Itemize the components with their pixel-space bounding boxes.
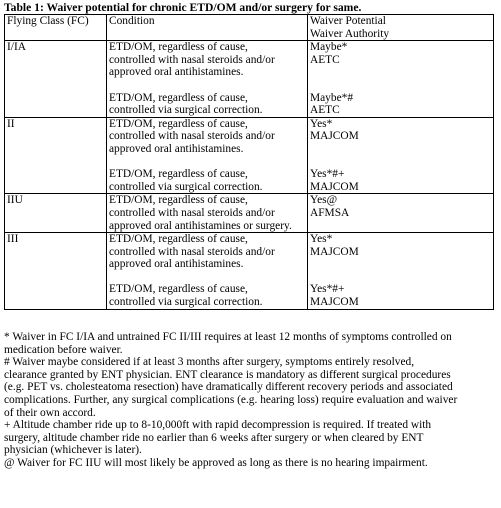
footnote-asterisk: * Waiver in FC I/IA and untrained FC II/III requires at least 12 months of symptoms controlled on medication before waiver. [4,331,452,356]
flying-class-cell: II [5,117,107,194]
condition-cell [107,194,308,233]
authority-text: Yes@ AFMSA [310,194,350,219]
condition-text: ETD/OM, regardless of cause, controlled with nasal steroids and/or approved oral antihistamines. [109,233,275,271]
footnote-hash: # Waiver maybe considered if at least 3 months after surgery, symptoms entirely resolved, clearance granted by ENT physician. ENT clearance is mandatory as different surgical procedures (e.g. PET vs. cholesteatoma resection) have dramatically different recovery periods and associated complications. Further, any surgical complications (e.g. hearing loss) require evaluation and waiver of their own accord. [4,356,458,419]
condition-text: ETD/OM, regardless of cause, controlled via surgical correction. [109,283,263,309]
footnote-at: @ Waiver for FC IIU will most likely be approved as long as there is no hearing impairment. [4,456,428,469]
condition-text: ETD/OM, regardless of cause, controlled with nasal steroids and/or approved oral antihistamines or surgery. [109,194,292,232]
authority-cell [308,194,494,233]
authority-text: Yes*#+ MAJCOM [310,168,359,193]
condition-text: ETD/OM, regardless of cause, controlled with nasal steroids and/or approved oral antihistamines. [109,117,275,155]
table-row [5,117,494,194]
authority-cell [308,233,494,310]
table-row [5,233,494,310]
condition-cell [107,233,308,310]
condition-text: ETD/OM, regardless of cause, controlled via surgical correction. [109,168,263,193]
authority-text: Maybe* AETC [310,41,348,66]
condition-text: ETD/OM, regardless of cause, controlled via surgical correction. [109,91,263,117]
flying-class-cell: I/IA [5,41,107,118]
authority-text: Yes* MAJCOM [310,117,359,143]
flying-class-cell: III [5,233,107,310]
flying-class-cell: IIU [5,194,107,233]
authority-text: Yes* MAJCOM [310,233,359,258]
header-row [5,15,494,41]
authority-cell [308,41,494,118]
footnote-plus: + Altitude chamber ride up to 8-10,000ft with rapid decompression is required. If treated with surgery, altitude chamber ride no earlier than 6 weeks after surgery or when cleared by ENT physician (whichever is later). [4,419,432,457]
header-flying-class: Flying Class (FC) [5,15,107,41]
condition-cell [107,41,308,118]
table-caption: Table 1: Waiver potential for chronic ETD/OM and/or surgery for same. [4,1,362,14]
header-waiver-authority: Waiver Potential Waiver Authority [308,15,494,41]
table-row [5,41,494,118]
table-row [5,194,494,233]
condition-cell [107,117,308,194]
footnotes [4,331,495,470]
waiver-table [4,14,494,310]
condition-text: ETD/OM, regardless of cause, controlled with nasal steroids and/or approved oral antihistamines. [109,41,275,79]
authority-cell [308,117,494,194]
authority-text: Maybe*# AETC [310,91,354,117]
authority-text: Yes*#+ MAJCOM [310,283,359,309]
header-condition: Condition [107,15,308,41]
